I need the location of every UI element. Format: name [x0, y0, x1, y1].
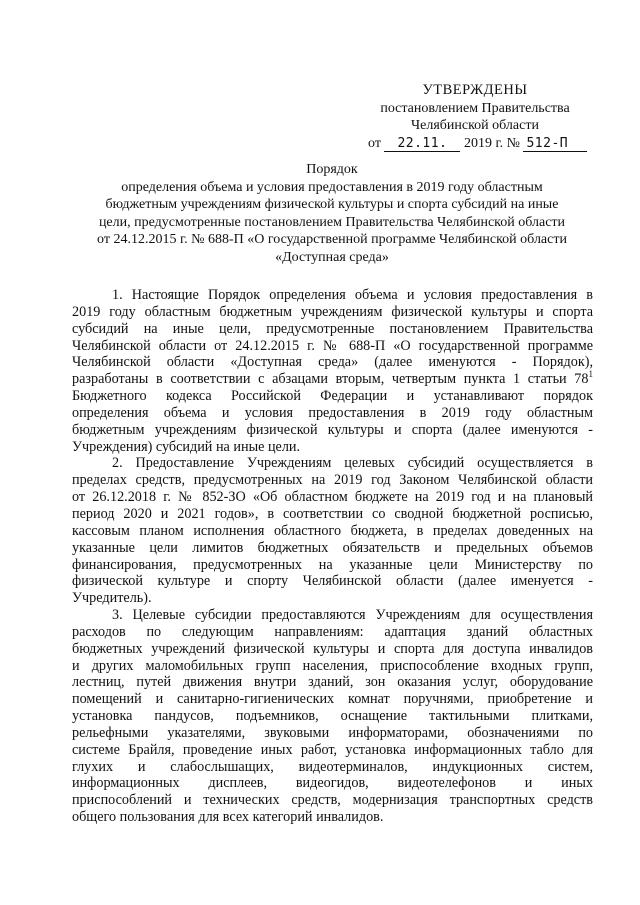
heading-line: «Доступная среда» — [275, 249, 389, 265]
text-line: кассовым планом исполнения областного бюджета, в пределах доведенных на — [72, 522, 593, 539]
text-line: финансирования, предусмотренных на указанные цели Министерству по — [72, 556, 593, 573]
text-line: бюджетных учреждений физической культуры и спорта для доступа инвалидов — [72, 640, 593, 657]
approval-dateline — [360, 135, 590, 153]
text-line: Учреждения) субсидий на иные цели. — [72, 438, 301, 455]
approval-line-2: Челябинской области — [411, 118, 539, 133]
heading-line: от 24.12.2015 г. № 688-П «О государственной программе Челябинской области — [97, 232, 567, 247]
text-line: рельефными указателями, звуковыми информаторами, обозначениями по — [72, 724, 593, 741]
text-line: период 2020 и 2021 годов», в соответствии со сводной бюджетной росписью, — [72, 505, 593, 522]
text-line: указанные цели лимитов бюджетных обязательств и предельных объемов — [72, 539, 593, 556]
text-line: субсидий на иные цели, предусмотренные постановлением Правительства — [72, 320, 593, 337]
heading-line: цели, предусмотренные постановлением Правительства Челябинской области — [98, 214, 566, 230]
text-line: Челябинской области «Доступная среда» (далее именуются - Порядок), — [72, 354, 593, 371]
text-line: и других маломобильных групп населения, приспособление входных групп, — [72, 657, 593, 674]
document-body — [72, 287, 593, 826]
text-line: помещений и санитарно-гигиенических комнат поручнями, приобретение и — [72, 691, 593, 708]
text-line: 3. Целевые субсидии предоставляются Учреждениям для осуществления — [112, 607, 593, 624]
text-line: Учредитель). — [72, 590, 152, 607]
text-line: от 26.12.2018 г. № 852-ЗО «Об областном бюджете на 2019 год и на плановый — [72, 489, 593, 506]
heading-line: бюджетным учреждениям физической культуры и спорта субсидий на иные — [105, 197, 559, 212]
approval-title: УТВЕРЖДЕНЫ — [422, 82, 528, 98]
text-line: системе Брайля, проведение иных работ, установка информационных табло для — [72, 741, 593, 758]
text-line: Челябинской области от 24.12.2015 г. № 688-П «О государственной программе — [72, 337, 593, 354]
text-line: бюджетным учреждениям физической культуры и спорта (далее именуются - — [72, 421, 593, 438]
handwritten-date: 22.11. — [384, 137, 460, 152]
approval-year: 2019 г. № — [463, 135, 520, 151]
text-line: глухих и слабослышащих, видеотерминалов, индукционных систем, — [72, 758, 593, 775]
paragraph-1 — [72, 287, 593, 455]
approval-line-1: постановлением Правительства — [380, 100, 570, 116]
heading-line: определения объема и условия предоставления в 2019 году областным — [121, 179, 543, 195]
approval-block — [360, 82, 590, 152]
text-line: физической культуре и спорту Челябинской области (далее именуется - — [72, 573, 593, 590]
handwritten-number: 512-П — [523, 137, 587, 152]
document-heading — [60, 161, 604, 266]
text-line: лестниц, путей движения внутри зданий, зон оказания услуг, оборудование — [72, 674, 593, 691]
text-line: Бюджетного кодекса Российской Федерации и устанавливают порядок — [72, 388, 593, 405]
text-line-with-superscript — [72, 371, 593, 388]
text-line: расходов по следующим направлениям: адаптация зданий областных — [72, 623, 593, 640]
text-line: информационных дисплеев, видеогидов, видеотелефонов и иных — [72, 775, 593, 792]
paragraph-2 — [72, 455, 593, 607]
text-line: разработаны в соответствии с абзацами вторым, четвертым пункта 1 статьи 78 — [72, 371, 589, 388]
text-line: определения объема и условия предоставления в 2019 году областным — [72, 404, 593, 421]
text-line: общего пользования для всех категорий инвалидов. — [72, 809, 384, 826]
superscript: 1 — [588, 369, 593, 380]
text-line: пределах средств, предусмотренных на 2019 год Законом Челябинской области — [72, 472, 593, 489]
text-line: установка пандусов, подъемников, оснащение тактильными плитками, — [72, 708, 593, 725]
approval-date-prefix: от — [368, 135, 381, 151]
text-line: 1. Настоящие Порядок определения объема и условия предоставления в — [112, 287, 593, 303]
paragraph-3 — [72, 607, 593, 826]
text-line: 2019 году областным бюджетным учреждениям физической культуры и спорта — [72, 303, 593, 320]
heading-title: Порядок — [306, 162, 358, 177]
text-line: приспособлений и технических средств, модернизация транспортных средств — [72, 792, 593, 809]
text-line: 2. Предоставление Учреждениям целевых субсидий осуществляется в — [112, 455, 593, 472]
